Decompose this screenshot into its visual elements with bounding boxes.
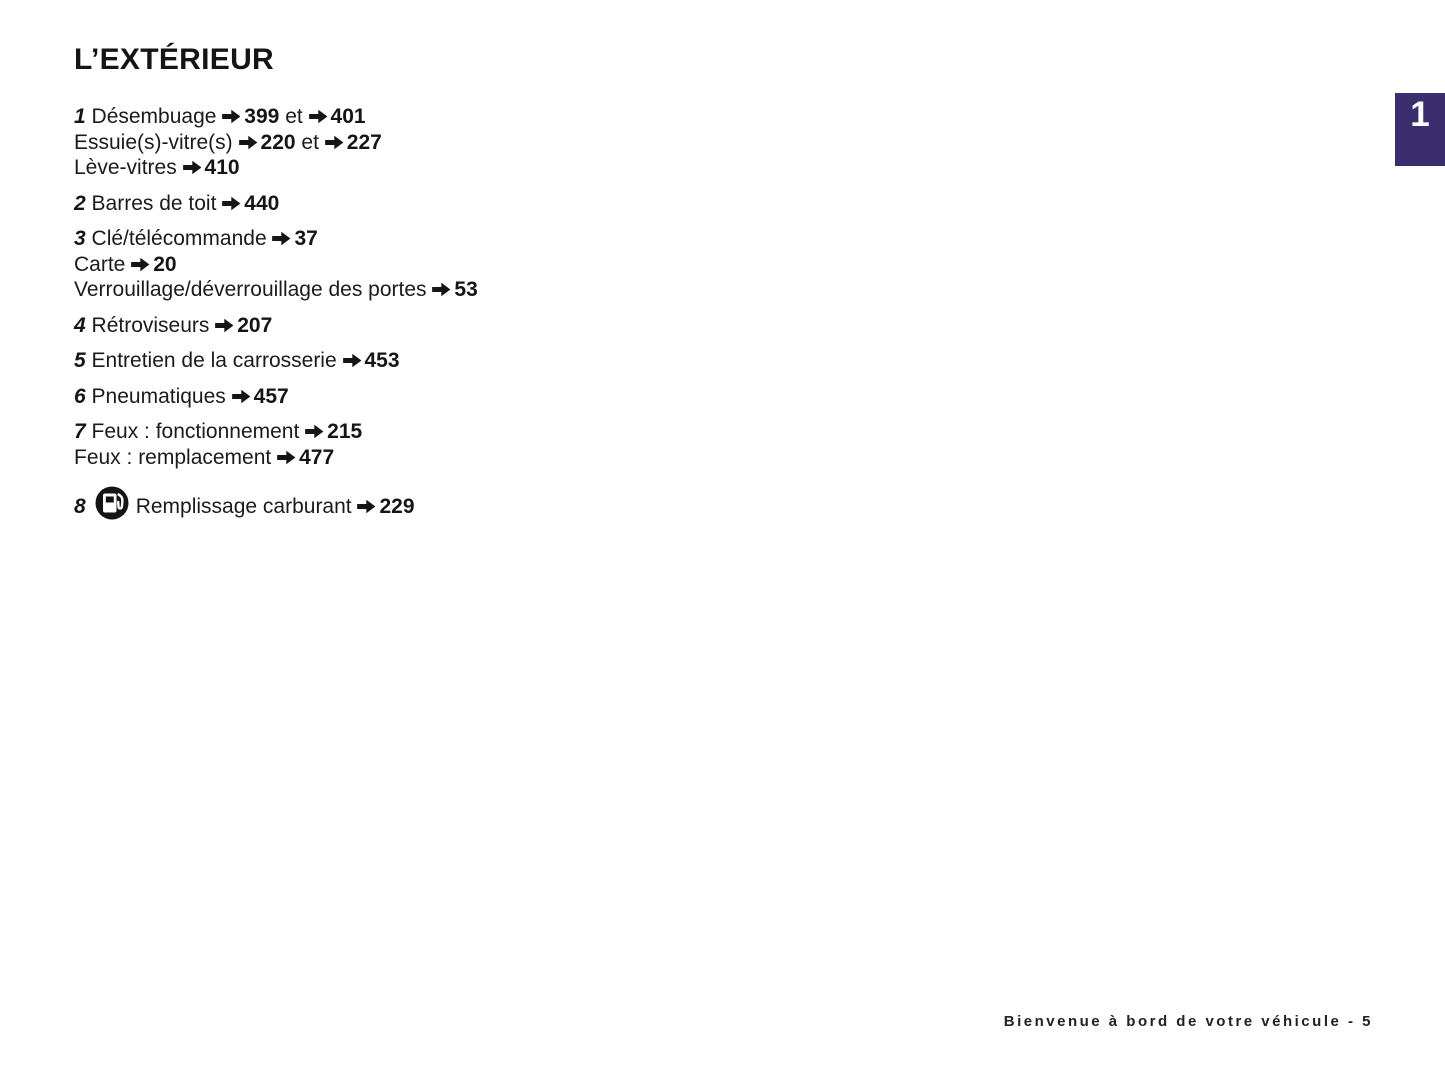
- item-label: Lève-vitres: [74, 156, 177, 179]
- arrow-right-icon: [131, 257, 150, 272]
- item-number: 5: [74, 349, 86, 372]
- toc-line-desembuage: [74, 104, 974, 130]
- toc-line-barres-de-toit: [74, 191, 974, 217]
- item-label: Remplissage carburant: [135, 495, 352, 518]
- item-label: Pneumatiques: [91, 384, 226, 408]
- page-ref[interactable]: [432, 278, 477, 301]
- arrow-right-icon: [432, 282, 451, 297]
- page-ref[interactable]: [305, 420, 362, 443]
- item-label: Entretien de la carrosserie: [91, 349, 337, 372]
- item-label: Désembuage: [91, 105, 217, 128]
- item-label: Essuie(s)-vitre(s): [74, 130, 233, 154]
- arrow-right-icon: [215, 318, 234, 333]
- toc-line-verrouillage-portes: [74, 277, 974, 303]
- toc-line-cle-telecommande: [74, 226, 974, 252]
- item-label: Rétroviseurs: [91, 313, 210, 337]
- toc-line-retroviseurs: [74, 313, 974, 339]
- page-ref[interactable]: [232, 385, 289, 408]
- toc-line-carte: [74, 252, 974, 278]
- item-label: Barres de toit: [91, 191, 217, 215]
- item-number: 1: [74, 105, 86, 128]
- page-number: 53: [454, 278, 478, 301]
- toc-group: [74, 313, 974, 339]
- item-number: 2: [74, 191, 86, 215]
- toc-group: [74, 104, 974, 181]
- arrow-right-icon: [239, 135, 258, 150]
- page-ref[interactable]: [131, 253, 176, 276]
- arrow-right-icon: [309, 109, 328, 124]
- item-label: Clé/télécommande: [91, 227, 267, 250]
- arrow-right-icon: [232, 389, 251, 404]
- item-number: 8: [74, 495, 86, 518]
- page-ref[interactable]: [222, 192, 279, 215]
- toc-line-feux-remplacement: [74, 445, 974, 471]
- toc-line-pneumatiques: [74, 384, 974, 410]
- page-number: 227: [346, 130, 382, 154]
- toc-group: [74, 348, 974, 374]
- toc-line-remplissage-carburant: [74, 486, 974, 520]
- page-ref[interactable]: [239, 131, 296, 154]
- conjunction: et: [285, 105, 303, 128]
- toc-group: [74, 191, 974, 217]
- page-number: 229: [379, 495, 415, 518]
- item-label: Feux : fonctionnement: [91, 420, 300, 443]
- page-number: 410: [204, 156, 240, 179]
- page-number: 453: [364, 349, 400, 372]
- page-footer: Bienvenue à bord de votre véhicule - 5: [1003, 1013, 1373, 1030]
- page-ref[interactable]: [357, 495, 414, 518]
- item-label: Carte: [74, 252, 126, 276]
- page-ref[interactable]: [325, 131, 382, 154]
- arrow-right-icon: [272, 231, 291, 246]
- item-number: 7: [74, 420, 86, 443]
- page-number: 399: [244, 105, 280, 128]
- toc-line-feux-fonctionnement: [74, 419, 974, 445]
- page-number: 220: [260, 130, 296, 154]
- toc-group: [74, 486, 974, 520]
- page-ref[interactable]: [343, 349, 400, 372]
- page-number: 37: [294, 227, 318, 250]
- toc-group: [74, 384, 974, 410]
- arrow-right-icon: [305, 424, 324, 439]
- arrow-right-icon: [183, 160, 202, 175]
- page-ref[interactable]: [277, 446, 334, 469]
- arrow-right-icon: [277, 450, 296, 465]
- arrow-right-icon: [343, 353, 362, 368]
- page-title: L’EXTÉRIEUR: [74, 43, 274, 76]
- toc-line-leve-vitres: [74, 155, 974, 181]
- page-number: 401: [330, 105, 366, 128]
- page-number: 20: [153, 252, 177, 276]
- page-ref[interactable]: [222, 105, 279, 128]
- chapter-number: 1: [1410, 95, 1430, 134]
- item-label: Feux : remplacement: [74, 445, 272, 469]
- toc-content: [74, 44, 974, 530]
- page-ref[interactable]: [272, 227, 317, 250]
- item-number: 4: [74, 313, 86, 337]
- chapter-tab[interactable]: [1395, 93, 1445, 166]
- item-label: Verrouillage/déverrouillage des portes: [74, 278, 427, 301]
- page-number: 477: [299, 445, 335, 469]
- conjunction: et: [301, 130, 319, 154]
- toc-group: [74, 419, 974, 470]
- arrow-right-icon: [325, 135, 344, 150]
- arrow-right-icon: [222, 109, 241, 124]
- page-number: 215: [327, 420, 363, 443]
- item-number: 6: [74, 384, 86, 408]
- arrow-right-icon: [222, 196, 241, 211]
- page-number: 207: [237, 313, 273, 337]
- fuel-pump-icon: [95, 486, 129, 520]
- toc-line-essuie-vitres: [74, 130, 974, 156]
- page-ref[interactable]: [309, 105, 366, 128]
- page-ref[interactable]: [183, 156, 240, 179]
- toc-line-entretien-carrosserie: [74, 348, 974, 374]
- page-number: 440: [244, 191, 280, 215]
- arrow-right-icon: [357, 499, 376, 514]
- page-ref[interactable]: [215, 314, 272, 337]
- item-number: 3: [74, 227, 86, 250]
- toc-group: [74, 226, 974, 303]
- page-number: 457: [253, 384, 289, 408]
